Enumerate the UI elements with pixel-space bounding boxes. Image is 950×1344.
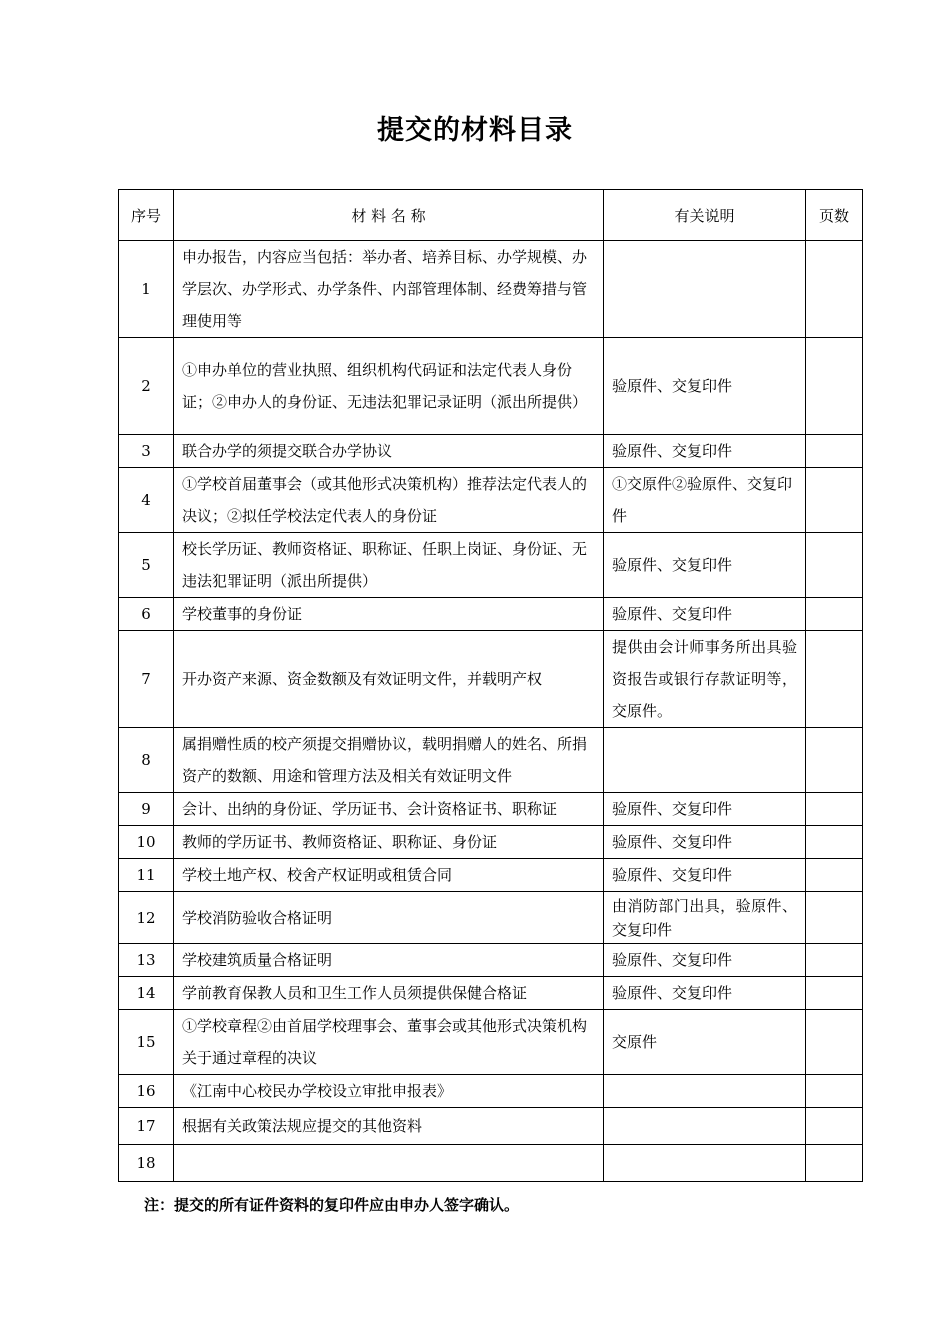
table-row [119, 631, 863, 728]
header-no: 序号 [119, 190, 174, 241]
table-row [119, 977, 863, 1010]
row-note [604, 1145, 806, 1182]
row-pages [806, 1010, 863, 1075]
row-name: 会计、出纳的身份证、学历证书、会计资格证书、职称证 [174, 793, 604, 826]
row-no: 9 [119, 793, 174, 826]
table-row [119, 1108, 863, 1145]
row-no: 16 [119, 1075, 174, 1108]
row-note: 验原件、交复印件 [604, 793, 806, 826]
row-no: 1 [119, 241, 174, 338]
header-name: 材 料 名 称 [174, 190, 604, 241]
table-row [119, 728, 863, 793]
row-pages [806, 944, 863, 977]
table-row [119, 435, 863, 468]
table-row [119, 1145, 863, 1182]
row-pages [806, 598, 863, 631]
row-pages [806, 1075, 863, 1108]
row-note: 提供由会计师事务所出具验资报告或银行存款证明等，交原件。 [604, 631, 806, 728]
row-name: 学前教育保教人员和卫生工作人员须提供保健合格证 [174, 977, 604, 1010]
row-pages [806, 892, 863, 944]
row-pages [806, 728, 863, 793]
row-pages [806, 977, 863, 1010]
row-name: 教师的学历证书、教师资格证、职称证、身份证 [174, 826, 604, 859]
row-no: 13 [119, 944, 174, 977]
row-name: ①学校章程②由首届学校理事会、董事会或其他形式决策机构关于通过章程的决议 [174, 1010, 604, 1075]
row-pages [806, 859, 863, 892]
row-name: 开办资产来源、资金数额及有效证明文件，并载明产权 [174, 631, 604, 728]
row-name: 联合办学的须提交联合办学协议 [174, 435, 604, 468]
row-no: 12 [119, 892, 174, 944]
footnote: 注：提交的所有证件资料的复印件应由申办人签字确认。 [144, 1196, 520, 1214]
row-note: 验原件、交复印件 [604, 977, 806, 1010]
row-no: 4 [119, 468, 174, 533]
row-note [604, 1075, 806, 1108]
table-row [119, 793, 863, 826]
table-row [119, 468, 863, 533]
row-no: 11 [119, 859, 174, 892]
row-name: 校长学历证、教师资格证、职称证、任职上岗证、身份证、无违法犯罪证明（派出所提供） [174, 533, 604, 598]
row-note [604, 241, 806, 338]
row-pages [806, 793, 863, 826]
page-title: 提交的材料目录 [377, 115, 573, 146]
row-note: 验原件、交复印件 [604, 598, 806, 631]
table-row [119, 598, 863, 631]
row-no: 3 [119, 435, 174, 468]
table-row [119, 1075, 863, 1108]
row-note: 验原件、交复印件 [604, 338, 806, 435]
row-name: 学校消防验收合格证明 [174, 892, 604, 944]
row-name: ①申办单位的营业执照、组织机构代码证和法定代表人身份证；②申办人的身份证、无违法犯罪记录证明（派出所提供） [174, 338, 604, 435]
row-no: 10 [119, 826, 174, 859]
row-no: 18 [119, 1145, 174, 1182]
materials-table [118, 189, 863, 1182]
row-pages [806, 631, 863, 728]
table-row [119, 338, 863, 435]
row-note: 验原件、交复印件 [604, 826, 806, 859]
row-name: 根据有关政策法规应提交的其他资料 [174, 1108, 604, 1145]
row-name [174, 1145, 604, 1182]
row-no: 5 [119, 533, 174, 598]
row-no: 6 [119, 598, 174, 631]
row-note: 交原件 [604, 1010, 806, 1075]
table-header-row [119, 190, 863, 241]
header-note: 有关说明 [604, 190, 806, 241]
row-name: 学校土地产权、校舍产权证明或租赁合同 [174, 859, 604, 892]
row-name: 学校建筑质量合格证明 [174, 944, 604, 977]
table-row [119, 533, 863, 598]
row-pages [806, 435, 863, 468]
row-no: 15 [119, 1010, 174, 1075]
row-name: 申办报告，内容应当包括：举办者、培养目标、办学规模、办学层次、办学形式、办学条件、内部管理体制、经费筹措与管理使用等 [174, 241, 604, 338]
row-name: 学校董事的身份证 [174, 598, 604, 631]
row-note: ①交原件②验原件、交复印件 [604, 468, 806, 533]
row-no: 2 [119, 338, 174, 435]
table-row [119, 1010, 863, 1075]
row-pages [806, 338, 863, 435]
row-name: 属捐赠性质的校产须提交捐赠协议，载明捐赠人的姓名、所捐资产的数额、用途和管理方法及相关有效证明文件 [174, 728, 604, 793]
row-note: 验原件、交复印件 [604, 859, 806, 892]
row-no: 8 [119, 728, 174, 793]
table-row [119, 241, 863, 338]
row-note: 验原件、交复印件 [604, 533, 806, 598]
row-note: 验原件、交复印件 [604, 944, 806, 977]
row-pages [806, 468, 863, 533]
row-name: 《江南中心校民办学校设立审批申报表》 [174, 1075, 604, 1108]
row-no: 7 [119, 631, 174, 728]
table-row [119, 944, 863, 977]
table-row [119, 826, 863, 859]
header-pages: 页数 [806, 190, 863, 241]
row-no: 14 [119, 977, 174, 1010]
row-name: ①学校首届董事会（或其他形式决策机构）推荐法定代表人的决议；②拟任学校法定代表人的身份证 [174, 468, 604, 533]
row-pages [806, 1108, 863, 1145]
row-note [604, 1108, 806, 1145]
row-pages [806, 1145, 863, 1182]
table-row [119, 859, 863, 892]
row-note: 验原件、交复印件 [604, 435, 806, 468]
row-no: 17 [119, 1108, 174, 1145]
table-row [119, 892, 863, 944]
row-note: 由消防部门出具，验原件、交复印件 [604, 892, 806, 944]
row-pages [806, 826, 863, 859]
row-note [604, 728, 806, 793]
row-pages [806, 533, 863, 598]
row-pages [806, 241, 863, 338]
